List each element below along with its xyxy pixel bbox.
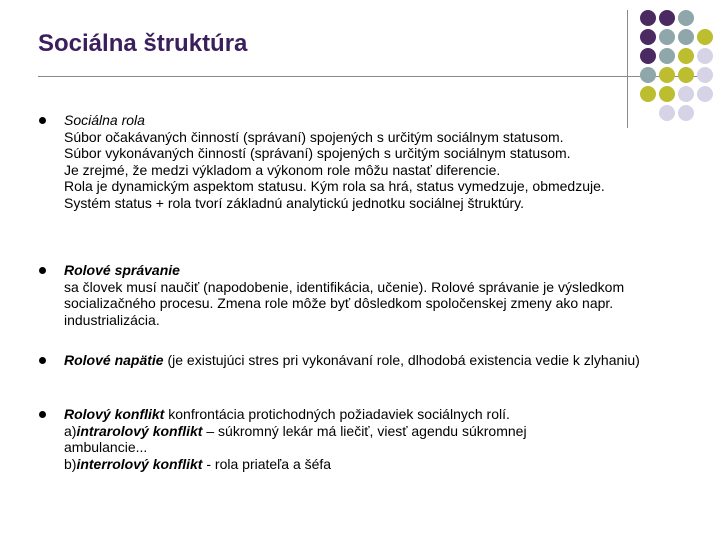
dot	[640, 10, 656, 26]
bullet-line: Je zrejmé, že medzi výkladom a výkonom role môžu nastať diferencie.	[64, 161, 501, 178]
subitem-term: interrolový konflikt	[76, 455, 203, 472]
decorative-vertical-line	[627, 10, 628, 128]
dot	[678, 105, 694, 121]
bullet-line: Súbor vykonávaných činností (správaní) spojených s určitým sociálnym statusom.	[64, 145, 571, 161]
bullet-heading: Rolové správanie	[64, 262, 180, 278]
bullet-line: Súbor očakávaných činností (správaní) spojených s určitým sociálnym statusom.	[64, 128, 564, 145]
dot	[659, 86, 675, 102]
slide-title: Sociálna štruktúra	[38, 30, 248, 57]
bullet-first-line	[64, 406, 674, 423]
bullet-heading: Rolové napätie	[64, 352, 164, 368]
dot	[640, 67, 656, 83]
bullet-marker	[39, 357, 46, 364]
bullet-subitem-a	[64, 423, 609, 456]
bullet-line: Rola je dynamickým aspektom statusu. Kým rola sa hrá, status vymedzuje, obmedzuje.	[64, 178, 605, 194]
dot	[640, 86, 656, 102]
bullet-text: (je existujúci stres pri vykonávaní role, dlhodobá existencia vedie k zlyhaniu)	[163, 352, 640, 368]
dot	[678, 86, 694, 102]
bullet-body: sa človek musí naučiť (napodobenie, identifikácia, učenie). Rolové správanie je výsledkom socializačného procesu. Zmena role môže byť dôsledkom spoločenskej zmeny ako napr. industrializácia.	[64, 278, 625, 328]
dot	[697, 48, 713, 64]
bullet-content	[64, 352, 674, 369]
bullet-content	[64, 262, 674, 328]
bullet-content	[64, 406, 674, 472]
dot	[659, 67, 675, 83]
bullet-marker	[39, 411, 46, 418]
dot	[659, 29, 675, 45]
subitem-text: - rola priateľa a šéfa	[202, 455, 332, 472]
bullet-marker	[39, 117, 46, 124]
bullet-body	[64, 352, 664, 369]
dot	[697, 86, 713, 102]
dot	[659, 10, 675, 26]
dot	[697, 29, 713, 45]
bullet-subitem-b	[64, 456, 674, 473]
bullet-marker	[39, 267, 46, 274]
bullet-content	[64, 112, 674, 211]
dot	[659, 48, 675, 64]
bullet-heading: Sociálna rola	[64, 112, 145, 128]
dot	[678, 29, 694, 45]
bullet-line: Systém status + rola tvorí základnú analytickú jednotku sociálnej štruktúry.	[64, 194, 525, 211]
dot	[640, 48, 656, 64]
subitem-text: – súkromný lekár má liečiť, viesť agendu súkromnej ambulancie...	[64, 422, 527, 455]
dot	[640, 29, 656, 45]
title-divider-line	[38, 76, 700, 77]
bullet-text: konfrontácia protichodných požiadaviek sociálnych rolí.	[164, 406, 510, 422]
bullet-heading: Rolový konflikt	[64, 406, 165, 422]
subitem-prefix: a)	[64, 422, 77, 439]
dot	[697, 67, 713, 83]
dot	[678, 48, 694, 64]
subitem-prefix: b)	[64, 455, 77, 472]
dot	[678, 67, 694, 83]
dot	[678, 10, 694, 26]
subitem-term: intrarolový konflikt	[76, 422, 203, 439]
